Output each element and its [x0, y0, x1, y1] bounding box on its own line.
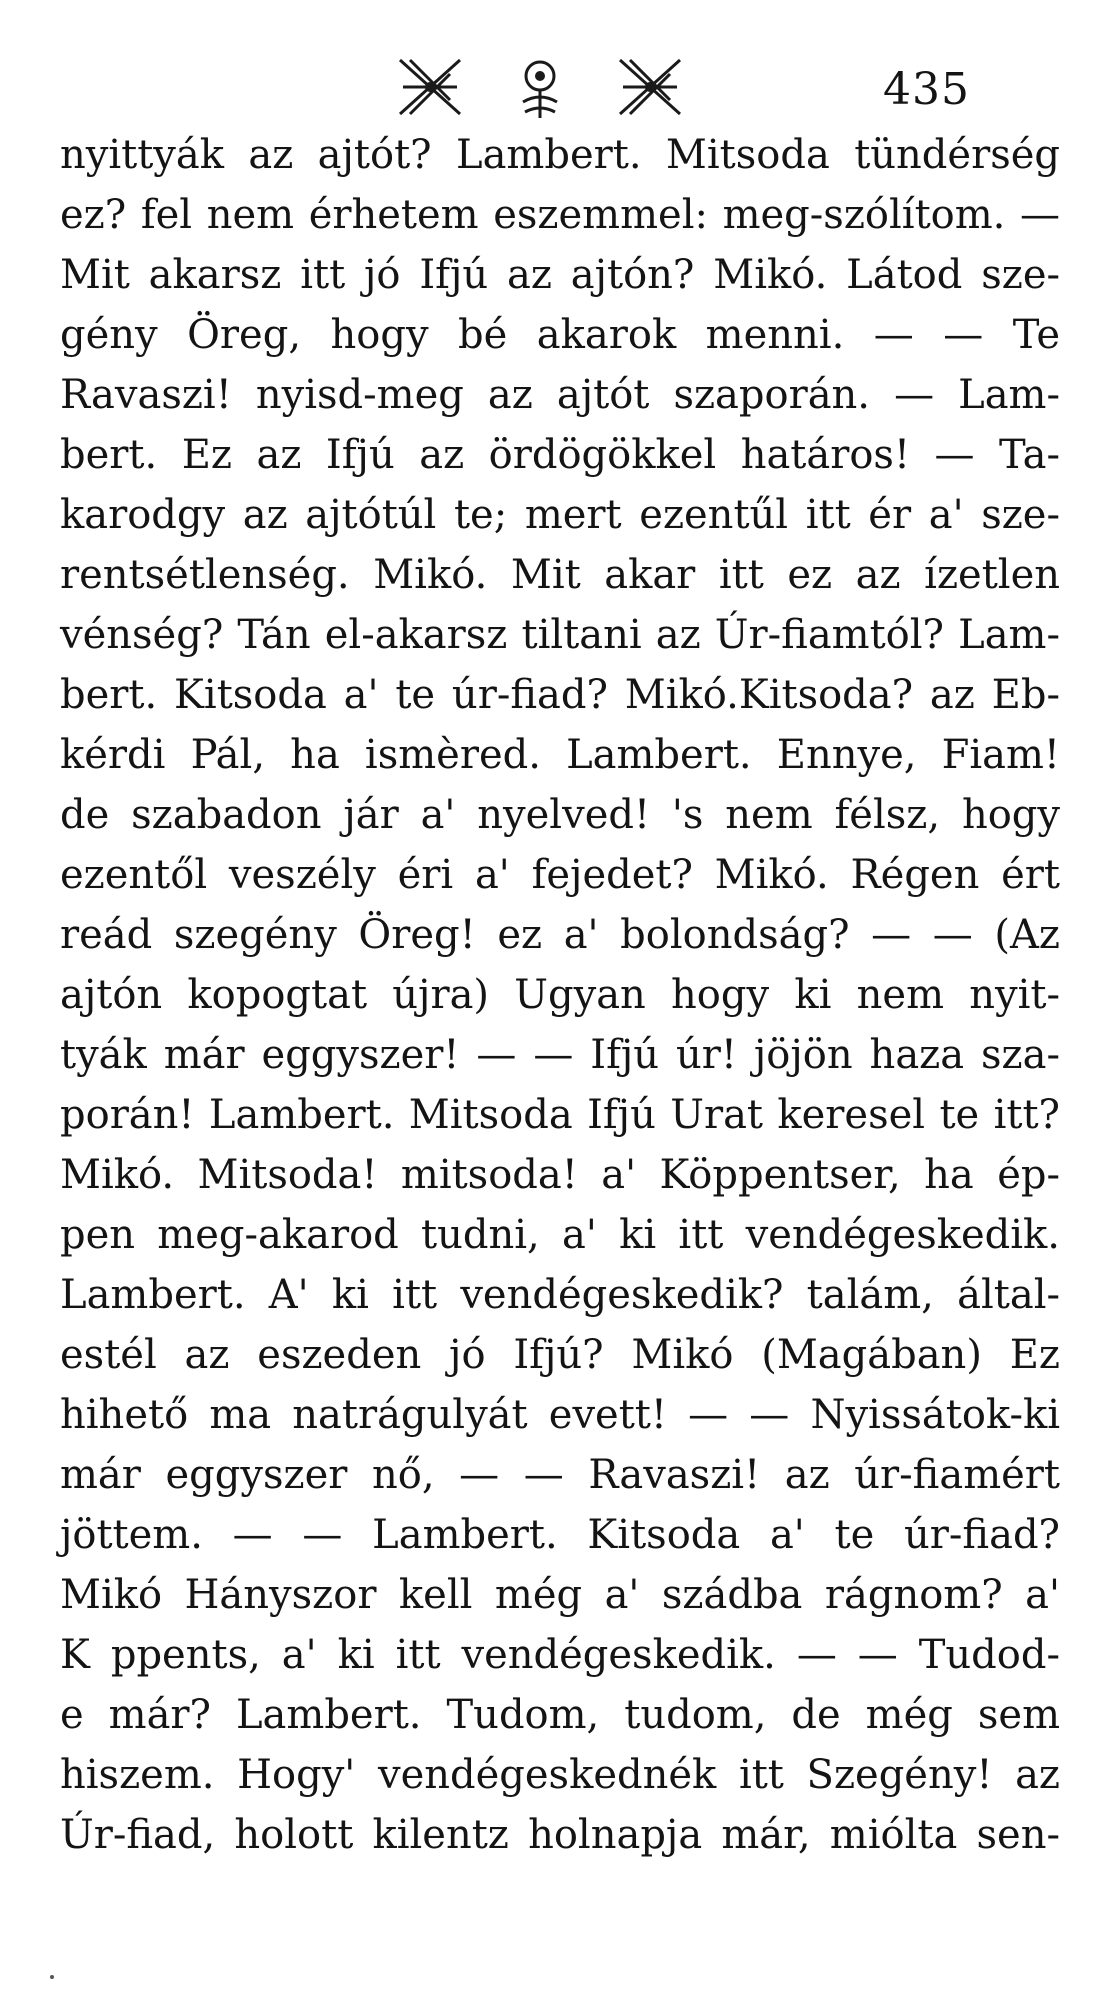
text-line: ezentől veszély éri a' fejedet? Mikó. Régen ért — [60, 852, 1060, 898]
text-line: de szabadon jár a' nyelved! 's nem félsz, hogy — [60, 792, 1060, 838]
text-line: ajtón kopogtat újra) Ugyan hogy ki nem nyit- — [60, 972, 1060, 1018]
text-line: porán! Lambert. Mitsoda Ifjú Urat keresel te itt? — [60, 1092, 1060, 1138]
text-line: ez? fel nem érhetem eszemmel: meg-szólítom. — — [60, 192, 1060, 238]
page-number: 435 — [883, 64, 970, 115]
text-line: Mit akarsz itt jó Ifjú az ajtón? Mikó. Látod sze- — [60, 252, 1060, 298]
text-line: gény Öreg, hogy bé akarok menni. — — Te — [60, 312, 1060, 358]
text-line: Úr-fiad, holott kilentz holnapja már, miólta sen- — [60, 1812, 1060, 1858]
text-line: K ppents, a' ki itt vendégeskedik. — — Tudod- — [60, 1632, 1060, 1678]
text-line: jöttem. — — Lambert. Kitsoda a' te úr-fiad? — [60, 1512, 1060, 1558]
text-line: vénség? Tán el-akarsz tiltani az Úr-fiamtól? Lam- — [60, 612, 1060, 658]
text-line: pen meg-akarod tudni, a' ki itt vendégeskedik. — [60, 1212, 1060, 1258]
text-line: Mikó. Mitsoda! mitsoda! a' Köppentser, ha ép- — [60, 1152, 1060, 1198]
ornament-row-icon — [395, 52, 685, 122]
text-line: reád szegény Öreg! ez a' bolondság? — — (Az — [60, 912, 1060, 958]
text-line: kérdi Pál, ha ismèred. Lambert. Ennye, Fiam! — [60, 732, 1060, 778]
text-line: karodgy az ajtótúl te; mert ezentűl itt ér a' sze- — [60, 492, 1060, 538]
text-line: tyák már eggyszer! — — Ifjú úr! jöjön haza sza- — [60, 1032, 1060, 1078]
text-line: rentsétlenség. Mikó. Mit akar itt ez az ízetlen — [60, 552, 1060, 598]
text-line: bert. Ez az Ifjú az ördögökkel határos! — Ta- — [60, 432, 1060, 478]
text-line: Mikó Hányszor kell még a' szádba rágnom? a' — [60, 1572, 1060, 1618]
text-line: már eggyszer nő, — — Ravaszi! az úr-fiamért — [60, 1452, 1060, 1498]
page-header — [0, 48, 1115, 128]
text-line: bert. Kitsoda a' te úr-fiad? Mikó.Kitsoda? az Eb- — [60, 672, 1060, 718]
text-line: e már? Lambert. Tudom, tudom, de még sem — [60, 1692, 1060, 1738]
text-line: estél az eszeden jó Ifjú? Mikó (Magában) Ez — [60, 1332, 1060, 1378]
text-line: hiszem. Hogy' vendégeskednék itt Szegény! az — [60, 1752, 1060, 1798]
text-line: nyittyák az ajtót? Lambert. Mitsoda tündérség — [60, 132, 1060, 178]
text-line: Ravaszi! nyisd-meg az ajtót szaporán. — Lam- — [60, 372, 1060, 418]
body-text — [60, 125, 1060, 1865]
ink-speck — [50, 1975, 54, 1979]
text-line: Lambert. A' ki itt vendégeskedik? talám, által- — [60, 1272, 1060, 1318]
text-line: hihető ma natrágulyát evett! — — Nyissátok-ki — [60, 1392, 1060, 1438]
